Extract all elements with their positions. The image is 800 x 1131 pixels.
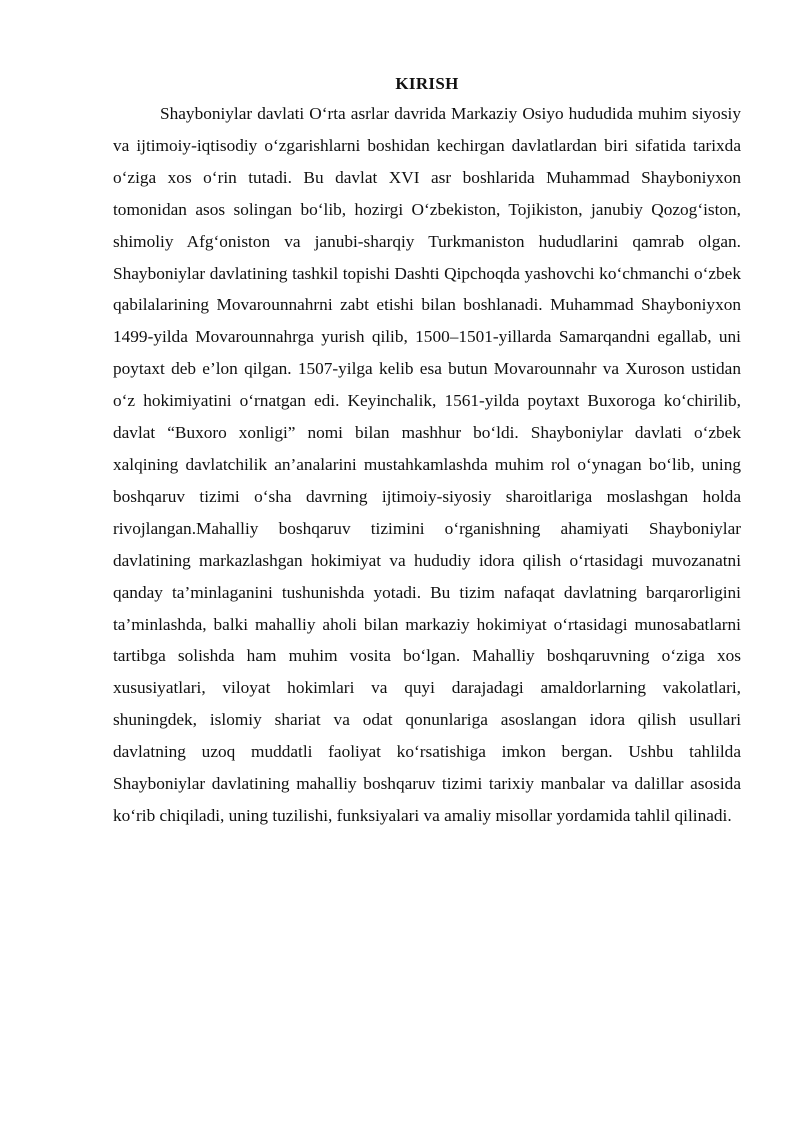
page-content [113, 74, 741, 832]
body-paragraph: Shayboniylar davlati O‘rta asrlar davrida Markaziy Osiyo hududida muhim siyosiy va ijtimoiy-iqtisodiy o‘zgarishlarni boshidan kechirgan davlatlardan biri sifatida tarixda o‘ziga xos o‘rin tutadi. Bu davlat XVI asr boshlarida Muhammad Shayboniyxon tomonidan asos solingan bo‘lib, hozirgi O‘zbekiston, Tojikiston, janubiy Qozog‘iston, shimoliy Afg‘oniston va janubi-sharqiy Turkmaniston hududlarini qamrab olgan. Shayboniylar davlatining tashkil topishi Dashti Qipchoqda yashovchi ko‘chmanchi o‘zbek qabilalarining Movarounnahrni zabt etishi bilan boshlanadi. Muhammad Shayboniyxon 1499-yilda Movarounnahrga yurish qilib, 1500–1501-yillarda Samarqandni egallab, uni poytaxt deb e’lon qilgan. 1507-yilga kelib esa butun Movarounnahr va Xuroson ustidan o‘z hokimiyatini o‘rnatgan edi. Keyinchalik, 1561-yilda poytaxt Buxoroga ko‘chirilib, davlat “Buxoro xonligi” nomi bilan mashhur bo‘ldi. Shayboniylar davlati o‘zbek xalqining davlatchilik an’analarini mustahkamlashda muhim rol o‘ynagan bo‘lib, uning boshqaruv tizimi o‘sha davrning ijtimoiy-siyosiy sharoitlariga moslashgan holda rivojlangan.Mahalliy boshqaruv tizimini o‘rganishning ahamiyati Shayboniylar davlatining markazlashgan hokimiyat va hududiy idora qilish o‘rtasidagi muvozanatni qanday ta’minlaganini tushunishda yotadi. Bu tizim nafaqat davlatning barqarorligini ta’minlashda, balki mahalliy aholi bilan markaziy hokimiyat o‘rtasidagi munosabatlarni tartibga solishda ham muhim vosita bo‘lgan. Mahalliy boshqaruvning o‘ziga xos xususiyatlari, viloyat hokimlari va quyi darajadagi amaldorlarning vakolatlari, shuningdek, islomiy shariat va odat qonunlariga asoslangan idora qilish usullari davlatning uzoq muddatli faoliyat ko‘rsatishiga imkon bergan. Ushbu tahlilda Shayboniylar davlatining mahalliy boshqaruv tizimi tarixiy manbalar va dalillar asosida ko‘rib chiqiladi, uning tuzilishi, funksiyalari va amaliy misollar yordamida tahlil qilinadi. [113, 104, 741, 825]
section-heading: KIRISH [395, 74, 459, 93]
